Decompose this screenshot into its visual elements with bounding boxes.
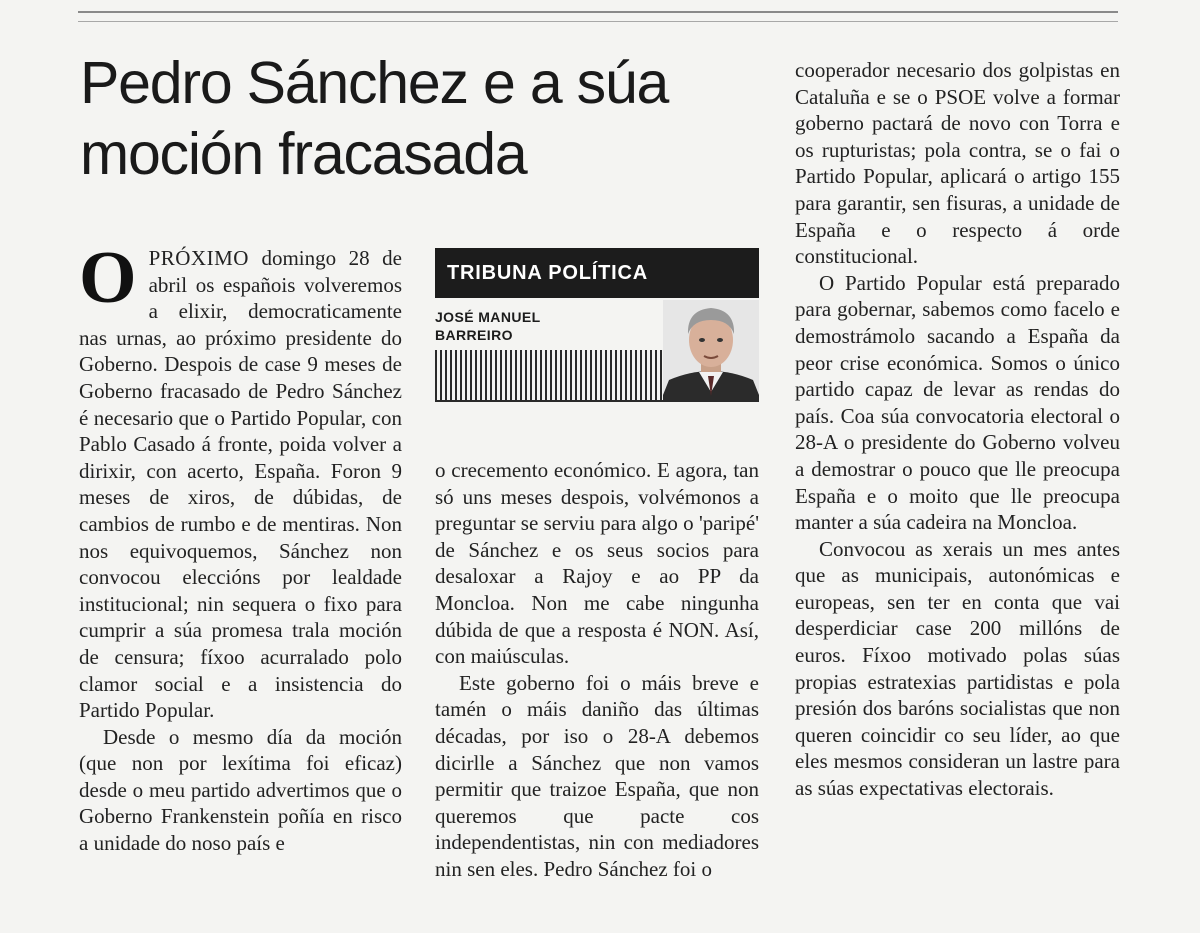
paragraph-5: Convocou as xerais un mes antes que as municipais, autonómicas e europeas, sen ter en conta que vai desperdiciar case 200 millóns de euros. Fíxoo motivado polas súas propias estratexias partidistas e pola presión dos baróns socialistas que non queren coincidir co seu líder, ao que eles mesmos consideran un lastre para as súas expectativas electorais. bbox=[795, 536, 1120, 801]
lead-caps: PRÓXIMO bbox=[148, 246, 249, 270]
author-first-name: JOSÉ MANUEL bbox=[435, 309, 541, 325]
article-column-2 bbox=[435, 457, 759, 883]
paragraph-3: Este goberno foi o máis breve e tamén o máis daniño das últimas décadas, por iso o 28-A debemos dicirlle a Sánchez que non vamos permitir que traizoe España, que non queremos que pacte cos independentistas, nin con mediadores nin sen eles. Pedro Sánchez foi o bbox=[435, 670, 759, 881]
paragraph-1-text: domingo 28 de abril os españois volveremos a elixir, democraticamente nas urnas, ao próximo presidente do Goberno. Despois de case 9 meses de Goberno fracasado de Pedro Sánchez é necesario que o Partido Popular, con Pablo Casado á fronte, poida volver a dirixir, con acerto, España. Foron 9 meses de xiros, de dúbidas, de cambios de rumbo e de mentiras. Non nos equivoquemos, Sánchez non convocou eleccións por lealdade institucional; nin sequera o fixo para cumprir a súa promesa trala moción de censura; fíxoo acurralado polo clamor social e a insistencia do Partido Popular. bbox=[79, 246, 402, 723]
paragraph-2-continued: o crecemento económico. E agora, tan só uns meses despois, volvémonos a preguntar se serviu para algo o 'paripé' de Sánchez e os seus socios para desaloxar a Rajoy e ao PP da Moncloa. Non me cabe ningunha dúbida de que a resposta é NON. Así, con maiúsculas. bbox=[435, 458, 759, 669]
author-name bbox=[435, 308, 575, 344]
drop-cap: O bbox=[79, 237, 137, 319]
column-header-box bbox=[435, 248, 759, 400]
author-photo bbox=[663, 300, 759, 401]
top-rule-thin bbox=[78, 21, 1118, 22]
section-label: TRIBUNA POLÍTICA bbox=[435, 248, 759, 298]
paragraph-3-continued: cooperador necesario dos golpistas en Cataluña e se o PSOE volve a formar goberno pactará de novo con Torra e os rupturistas; pola contra, se o fai o Partido Popular, aplicará o artigo 155 para garantir, sen fisuras, a unidade de España e o respecto á orde constitucional. bbox=[795, 58, 1120, 269]
article-column-1 bbox=[79, 237, 402, 857]
top-rule bbox=[78, 11, 1118, 13]
paragraph-1 bbox=[79, 237, 402, 724]
article-column-3 bbox=[795, 57, 1120, 802]
author-portrait-icon bbox=[663, 300, 759, 400]
box-bottom-rule bbox=[435, 400, 759, 402]
paragraph-2: Desde o mesmo día da moción (que non por lexítima foi eficaz) desde o meu partido advertimos que o Goberno Frankenstein poñía en risco a unidade do noso país e bbox=[79, 724, 402, 856]
headline: Pedro Sánchez e a súa moción fracasada bbox=[80, 50, 669, 187]
author-last-name: BARREIRO bbox=[435, 327, 513, 343]
decorative-stripes bbox=[435, 350, 685, 400]
paragraph-4: O Partido Popular está preparado para gobernar, sabemos como facelo e demostrámolo sacando a España da peor crise económica. Somos o único partido capaz de levar as rendas do país. Coa súa convocatoria electoral o 28-A o presidente do Goberno volveu a demostrar o pouco que lle preocupa España e o moito que lle preocupa manter a súa cadeira na Moncloa. bbox=[795, 270, 1120, 535]
